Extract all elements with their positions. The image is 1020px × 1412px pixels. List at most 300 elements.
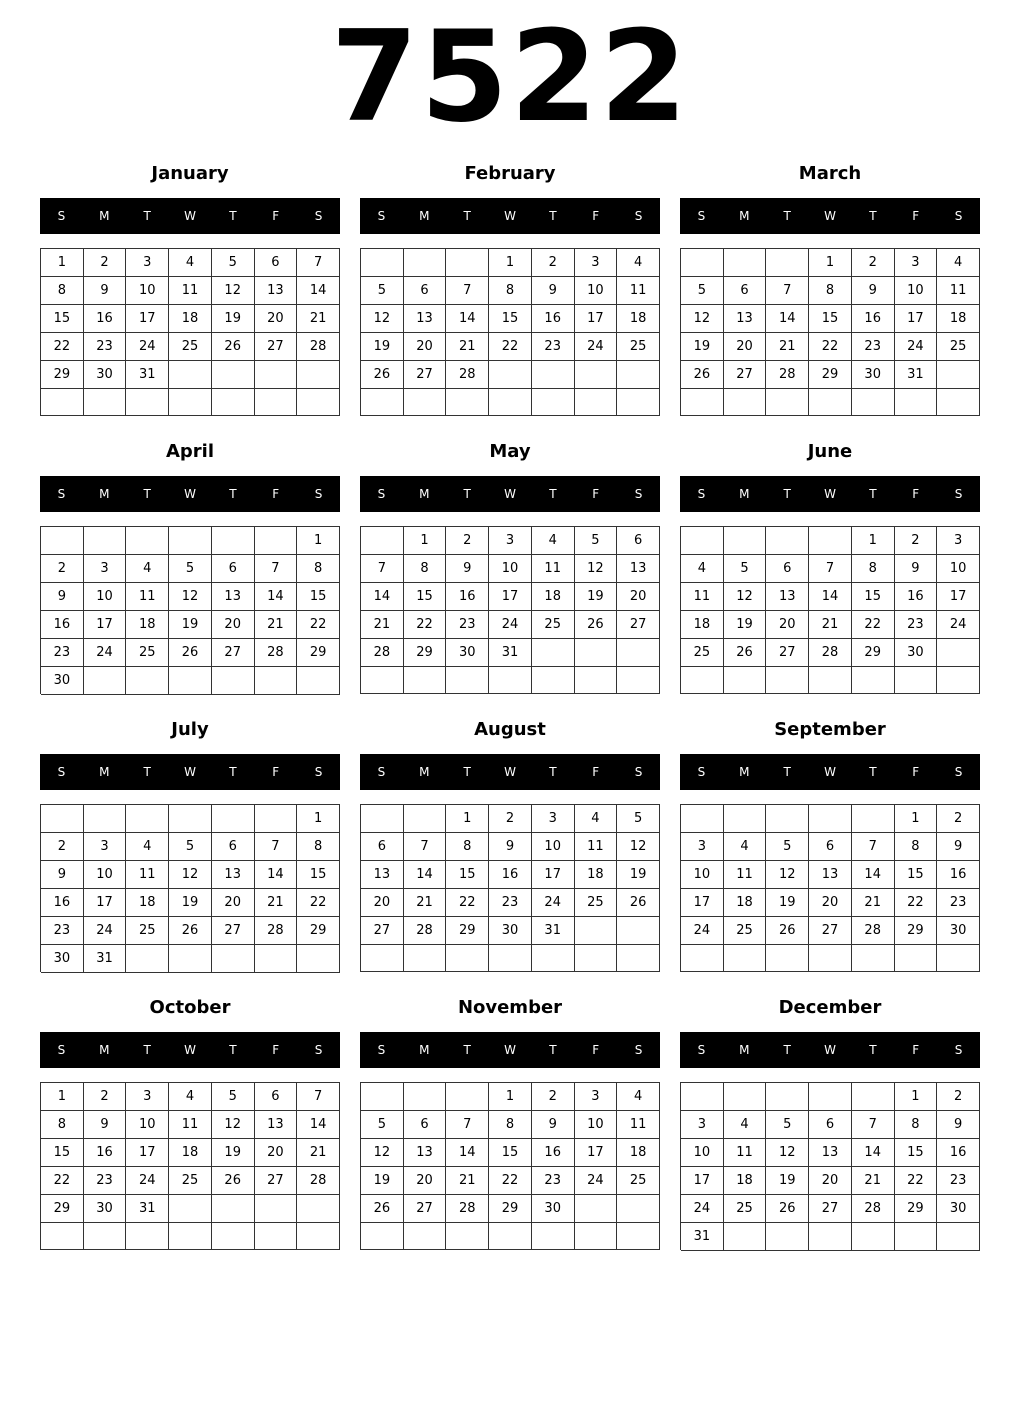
weekday-label: W (184, 209, 196, 223)
weekday-label: F (592, 1043, 600, 1057)
month-name: September (774, 719, 886, 740)
day-cell: 3 (575, 249, 618, 277)
day-cell (575, 917, 618, 945)
day-cell (617, 1223, 660, 1250)
day-cell: 14 (297, 277, 340, 305)
day-cell (169, 1195, 212, 1223)
day-cell: 14 (361, 583, 404, 611)
day-cell: 7 (852, 1111, 895, 1139)
day-cell: 24 (126, 1167, 169, 1195)
weekday-label: W (504, 1043, 516, 1057)
day-cell: 4 (724, 833, 767, 861)
day-cell: 12 (361, 305, 404, 333)
day-cell (212, 389, 255, 416)
weekday-label: M (419, 1043, 430, 1057)
day-cell: 22 (489, 1167, 532, 1195)
day-cell (41, 527, 84, 555)
day-cell (361, 667, 404, 694)
day-cell: 31 (532, 917, 575, 945)
day-cell (809, 527, 852, 555)
day-cell: 24 (895, 333, 938, 361)
day-cell: 27 (617, 611, 660, 639)
day-cell: 19 (361, 1167, 404, 1195)
day-cell: 11 (617, 1111, 660, 1139)
weekday-header (360, 1032, 660, 1068)
day-cell: 16 (446, 583, 489, 611)
day-cell: 30 (937, 917, 980, 945)
weekday-label: S (57, 1043, 66, 1057)
weekday-label: S (697, 487, 706, 501)
day-cell: 22 (489, 333, 532, 361)
day-cell: 7 (446, 277, 489, 305)
day-cell (809, 945, 852, 972)
day-cell: 30 (489, 917, 532, 945)
day-grid (680, 1082, 980, 1250)
month-april (40, 436, 340, 706)
day-cell: 15 (895, 861, 938, 889)
month-november (360, 992, 660, 1262)
day-cell: 1 (41, 249, 84, 277)
day-cell (169, 945, 212, 973)
month-name: December (778, 997, 882, 1018)
day-cell: 8 (41, 1111, 84, 1139)
day-cell: 31 (681, 1223, 724, 1251)
weekday-label: S (697, 1043, 706, 1057)
day-cell (532, 667, 575, 694)
day-cell (255, 1223, 298, 1250)
day-cell (489, 389, 532, 416)
weekday-header (680, 198, 980, 234)
day-cell: 21 (766, 333, 809, 361)
day-cell (169, 1223, 212, 1250)
day-cell: 25 (724, 1195, 767, 1223)
day-cell: 20 (404, 333, 447, 361)
day-cell: 7 (361, 555, 404, 583)
day-cell (489, 945, 532, 972)
day-cell (212, 945, 255, 973)
day-cell (169, 805, 212, 833)
day-cell: 16 (852, 305, 895, 333)
day-cell (532, 389, 575, 416)
day-cell: 15 (41, 1139, 84, 1167)
day-cell: 9 (937, 833, 980, 861)
day-cell: 6 (212, 833, 255, 861)
day-cell (532, 1223, 575, 1250)
weekday-label: S (634, 765, 643, 779)
day-cell: 13 (212, 861, 255, 889)
day-cell: 28 (446, 1195, 489, 1223)
day-cell: 18 (126, 611, 169, 639)
day-cell (724, 1083, 767, 1111)
day-cell: 2 (489, 805, 532, 833)
day-cell (255, 805, 298, 833)
day-cell: 26 (361, 361, 404, 389)
weekday-label: T (869, 487, 877, 501)
day-cell: 27 (809, 917, 852, 945)
weekday-label: S (954, 209, 963, 223)
day-cell: 6 (724, 277, 767, 305)
month-name: May (489, 441, 531, 462)
day-cell: 9 (41, 861, 84, 889)
day-cell: 30 (852, 361, 895, 389)
day-cell: 5 (724, 555, 767, 583)
day-cell: 5 (575, 527, 618, 555)
day-cell (575, 361, 618, 389)
day-cell: 7 (809, 555, 852, 583)
weekday-label: W (824, 765, 836, 779)
weekday-label: M (739, 487, 750, 501)
weekday-label: T (783, 765, 791, 779)
weekday-label: F (272, 487, 280, 501)
day-cell (852, 945, 895, 972)
day-cell: 19 (212, 305, 255, 333)
weekday-label: S (57, 487, 66, 501)
day-cell: 25 (681, 639, 724, 667)
day-cell: 14 (766, 305, 809, 333)
day-grid (360, 248, 660, 416)
weekday-label: M (99, 1043, 110, 1057)
day-cell: 26 (766, 1195, 809, 1223)
day-cell (361, 527, 404, 555)
day-cell: 20 (404, 1167, 447, 1195)
year-title: 7522 (330, 3, 690, 150)
weekday-label: T (869, 1043, 877, 1057)
weekday-label: T (783, 1043, 791, 1057)
day-cell: 7 (852, 833, 895, 861)
day-cell: 20 (212, 611, 255, 639)
day-cell: 7 (446, 1111, 489, 1139)
weekday-label: T (549, 765, 557, 779)
day-cell: 19 (681, 333, 724, 361)
day-cell: 2 (446, 527, 489, 555)
day-cell: 28 (297, 1167, 340, 1195)
weekday-label: T (869, 765, 877, 779)
day-cell (41, 805, 84, 833)
day-cell: 10 (681, 861, 724, 889)
day-cell: 16 (84, 1139, 127, 1167)
day-cell: 11 (724, 861, 767, 889)
day-cell: 12 (169, 861, 212, 889)
day-cell: 30 (41, 945, 84, 973)
day-cell: 22 (895, 1167, 938, 1195)
day-cell: 18 (681, 611, 724, 639)
day-cell (169, 361, 212, 389)
day-cell: 27 (766, 639, 809, 667)
day-cell: 13 (766, 583, 809, 611)
day-cell: 23 (937, 889, 980, 917)
day-cell (169, 389, 212, 416)
day-cell: 10 (126, 277, 169, 305)
day-cell: 12 (361, 1139, 404, 1167)
day-cell: 4 (617, 1083, 660, 1111)
day-cell (766, 667, 809, 694)
day-grid (680, 804, 980, 972)
weekday-label: F (912, 209, 920, 223)
weekday-label: S (954, 487, 963, 501)
day-cell: 25 (126, 639, 169, 667)
day-cell (255, 527, 298, 555)
day-cell (724, 389, 767, 416)
day-cell: 16 (41, 889, 84, 917)
day-cell: 11 (169, 277, 212, 305)
month-august (360, 714, 660, 984)
day-cell: 1 (809, 249, 852, 277)
day-cell: 19 (575, 583, 618, 611)
day-cell: 21 (297, 1139, 340, 1167)
weekday-label: W (824, 487, 836, 501)
day-cell: 11 (575, 833, 618, 861)
weekday-label: S (954, 1043, 963, 1057)
day-cell: 10 (575, 1111, 618, 1139)
day-cell: 19 (169, 611, 212, 639)
day-cell: 22 (404, 611, 447, 639)
day-cell: 31 (126, 1195, 169, 1223)
weekday-label: T (463, 487, 471, 501)
day-cell: 9 (84, 1111, 127, 1139)
day-cell (724, 1223, 767, 1251)
day-cell: 28 (766, 361, 809, 389)
day-cell: 23 (532, 333, 575, 361)
weekday-label: T (143, 209, 151, 223)
day-cell: 20 (809, 1167, 852, 1195)
month-june (680, 436, 980, 706)
day-cell: 18 (126, 889, 169, 917)
day-cell: 13 (255, 1111, 298, 1139)
weekday-label: S (377, 487, 386, 501)
day-cell: 12 (169, 583, 212, 611)
day-cell (255, 389, 298, 416)
day-cell (297, 945, 340, 973)
weekday-label: S (377, 209, 386, 223)
day-cell (489, 667, 532, 694)
day-cell (895, 945, 938, 972)
day-cell: 25 (169, 1167, 212, 1195)
day-cell: 8 (489, 277, 532, 305)
day-cell: 2 (937, 1083, 980, 1111)
day-cell (404, 667, 447, 694)
day-cell (361, 945, 404, 972)
day-cell: 12 (617, 833, 660, 861)
day-cell: 15 (895, 1139, 938, 1167)
day-cell (532, 361, 575, 389)
day-cell (681, 527, 724, 555)
day-cell: 8 (809, 277, 852, 305)
day-cell: 12 (766, 1139, 809, 1167)
weekday-header (680, 1032, 980, 1068)
day-cell: 18 (724, 889, 767, 917)
day-cell: 1 (489, 1083, 532, 1111)
day-cell: 31 (84, 945, 127, 973)
day-cell: 2 (532, 249, 575, 277)
day-cell: 6 (404, 277, 447, 305)
day-cell (681, 805, 724, 833)
weekday-label: S (314, 765, 323, 779)
day-cell: 10 (895, 277, 938, 305)
weekday-label: F (912, 765, 920, 779)
day-cell (489, 1223, 532, 1250)
day-cell (766, 527, 809, 555)
day-cell (446, 249, 489, 277)
day-cell: 17 (681, 1167, 724, 1195)
day-cell: 28 (852, 1195, 895, 1223)
day-cell: 25 (617, 1167, 660, 1195)
day-cell (126, 1223, 169, 1250)
day-cell: 29 (809, 361, 852, 389)
day-cell: 10 (532, 833, 575, 861)
day-cell (575, 639, 618, 667)
day-cell: 3 (937, 527, 980, 555)
day-cell: 26 (617, 889, 660, 917)
day-cell: 1 (895, 805, 938, 833)
day-cell (766, 945, 809, 972)
month-name: November (457, 997, 563, 1018)
day-cell (617, 917, 660, 945)
weekday-label: W (504, 765, 516, 779)
day-cell: 13 (404, 305, 447, 333)
day-cell: 5 (361, 1111, 404, 1139)
day-cell (361, 389, 404, 416)
day-cell: 1 (852, 527, 895, 555)
day-cell (84, 1223, 127, 1250)
day-cell: 2 (532, 1083, 575, 1111)
day-cell: 20 (724, 333, 767, 361)
day-cell (575, 945, 618, 972)
day-cell (446, 389, 489, 416)
day-cell: 3 (126, 1083, 169, 1111)
day-cell: 16 (41, 611, 84, 639)
day-cell: 13 (404, 1139, 447, 1167)
day-cell (212, 527, 255, 555)
day-cell (766, 1223, 809, 1251)
day-cell: 24 (681, 1195, 724, 1223)
day-cell (809, 667, 852, 694)
day-cell: 9 (446, 555, 489, 583)
day-cell: 5 (212, 249, 255, 277)
day-cell: 13 (724, 305, 767, 333)
day-cell (852, 1083, 895, 1111)
day-cell: 11 (169, 1111, 212, 1139)
day-cell: 30 (84, 1195, 127, 1223)
day-cell: 23 (532, 1167, 575, 1195)
day-cell (617, 361, 660, 389)
day-cell (489, 361, 532, 389)
day-cell: 11 (681, 583, 724, 611)
day-cell: 27 (404, 361, 447, 389)
day-cell: 27 (809, 1195, 852, 1223)
day-cell: 29 (446, 917, 489, 945)
day-cell: 27 (404, 1195, 447, 1223)
day-cell: 6 (255, 249, 298, 277)
day-cell: 9 (532, 1111, 575, 1139)
weekday-label: T (783, 487, 791, 501)
day-cell: 14 (809, 583, 852, 611)
day-cell: 27 (212, 639, 255, 667)
weekday-header (680, 754, 980, 790)
day-cell: 31 (489, 639, 532, 667)
month-february (360, 158, 660, 428)
day-cell: 1 (297, 805, 340, 833)
day-cell: 26 (169, 917, 212, 945)
day-cell: 2 (41, 555, 84, 583)
day-cell (852, 1223, 895, 1251)
day-cell: 14 (446, 1139, 489, 1167)
day-cell (681, 667, 724, 694)
month-july (40, 714, 340, 984)
day-cell (126, 945, 169, 973)
day-cell (937, 667, 980, 694)
day-grid (40, 248, 340, 416)
day-cell: 20 (212, 889, 255, 917)
day-cell: 14 (404, 861, 447, 889)
day-cell: 21 (809, 611, 852, 639)
day-cell: 5 (212, 1083, 255, 1111)
day-cell: 13 (617, 555, 660, 583)
day-cell (126, 667, 169, 695)
day-cell: 10 (937, 555, 980, 583)
day-cell: 10 (84, 861, 127, 889)
day-cell: 18 (724, 1167, 767, 1195)
day-cell (446, 667, 489, 694)
day-cell: 17 (575, 1139, 618, 1167)
day-cell: 17 (84, 889, 127, 917)
day-cell: 23 (489, 889, 532, 917)
weekday-label: M (419, 765, 430, 779)
month-december (680, 992, 980, 1262)
day-cell: 29 (404, 639, 447, 667)
day-cell: 15 (852, 583, 895, 611)
day-cell: 5 (617, 805, 660, 833)
day-cell: 16 (489, 861, 532, 889)
weekday-label: F (272, 209, 280, 223)
day-cell (297, 1223, 340, 1250)
day-cell (724, 527, 767, 555)
weekday-header (40, 476, 340, 512)
day-cell: 24 (575, 1167, 618, 1195)
day-cell (617, 945, 660, 972)
day-cell (297, 389, 340, 416)
day-cell: 21 (297, 305, 340, 333)
day-cell: 26 (724, 639, 767, 667)
day-cell: 27 (255, 1167, 298, 1195)
day-cell (361, 249, 404, 277)
month-september (680, 714, 980, 984)
weekday-label: T (463, 209, 471, 223)
day-cell (126, 527, 169, 555)
day-cell: 8 (895, 1111, 938, 1139)
day-cell: 22 (297, 611, 340, 639)
month-name: October (149, 997, 231, 1018)
day-cell: 10 (681, 1139, 724, 1167)
day-cell: 21 (255, 889, 298, 917)
day-grid (40, 526, 340, 694)
day-cell: 24 (126, 333, 169, 361)
day-cell (766, 805, 809, 833)
weekday-label: S (314, 487, 323, 501)
day-cell: 3 (575, 1083, 618, 1111)
day-cell: 17 (489, 583, 532, 611)
day-cell (724, 249, 767, 277)
day-cell: 8 (404, 555, 447, 583)
day-cell: 7 (297, 1083, 340, 1111)
day-cell: 25 (126, 917, 169, 945)
day-cell (937, 361, 980, 389)
day-cell: 19 (724, 611, 767, 639)
day-cell: 2 (895, 527, 938, 555)
day-cell: 26 (766, 917, 809, 945)
day-cell: 8 (297, 555, 340, 583)
day-cell: 21 (255, 611, 298, 639)
weekday-label: S (314, 209, 323, 223)
